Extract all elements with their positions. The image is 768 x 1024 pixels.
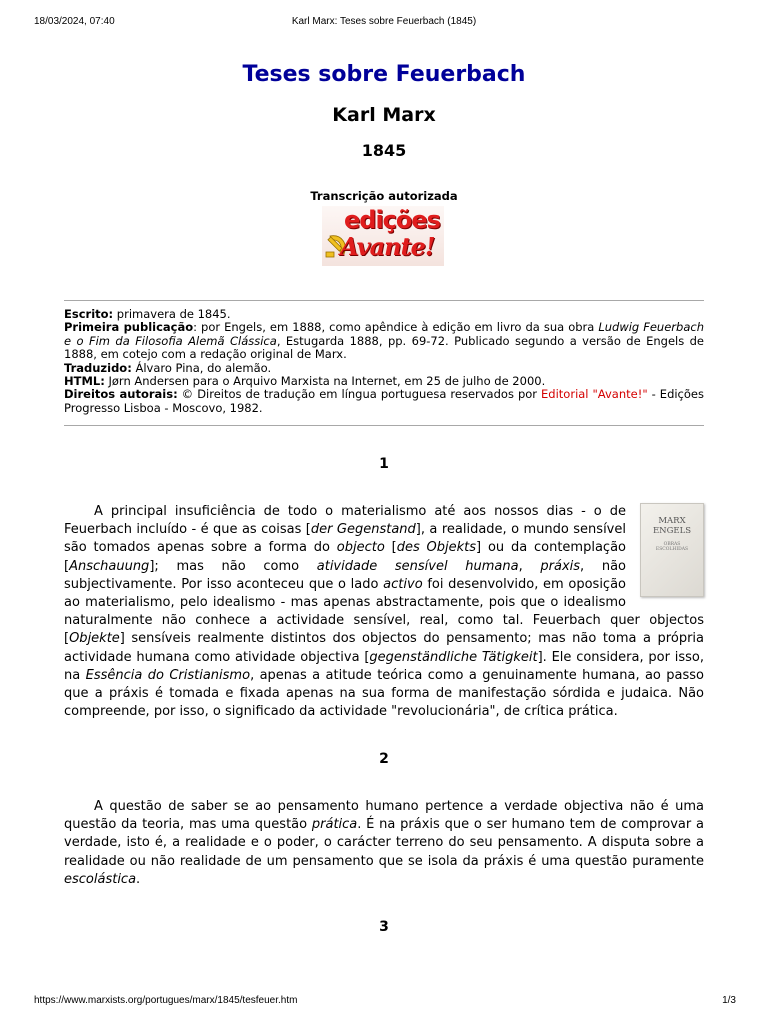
- meta-html: HTML: Jørn Andersen para o Arquivo Marxista na Internet, em 25 de julho de 2000.: [64, 374, 546, 389]
- print-url: https://www.marxists.org/portugues/marx/1845/tesfeuer.htm: [34, 995, 298, 1006]
- logo-text-avante: Avante!: [340, 232, 435, 261]
- transcription-note: Transcrição autorizada: [310, 189, 458, 203]
- meta-rights: Direitos autorais: © Direitos de tradução em língua portuguesa reservados por Editorial "Avante!" - Edições Progresso Lisboa - Moscovo, 1982.: [64, 387, 704, 415]
- meta-first-publication: Primeira publicação: por Engels, em 1888, como apêndice à edição em livro da sua obra Ludwig Feuerbach e o Fim da Filosofia Alemã Clássica, Estugarda 1888, pp. 69-72. Publicado segundo a versão de Engels de 1888, em cotejo com a redação original de Marx.: [64, 320, 705, 362]
- thesis-1-text: MARX ENGELS OBRAS ESCOLHIDAS A principal insuficiência de todo o materialismo até aos nossos dias - o de Feuerbach incluído - é que as coisas [der Gegenstand], a realidade, o mundo sensível são tomados apenas sobre a forma do objecto [des Objekts] ou da contemplação [Anschauung]; mas não como atividade sensível humana, práxis, não subjectivamente. Por isso aconteceu que o lado activo foi desenvolvido, em oposição ao materialismo, pelo idealismo - mas apenas abstractamente, pois que o idealismo naturalmente não conhece a actividade sensível, real, como tal. Feuerbach quer objectos [Objekte] sensíveis realmente distintos dos objectos do pensamento; mas não toma a própria actividade humana como atividade objectiva [gegenständliche Tätigkeit]. Ele considera, por isso, na Essência do Cristianismo, apenas a atitude teórica como a genuinamente humana, ao passo que a práxis é tomada e fixada apenas na sua forma de manifestação sórdida e judaica. Não compreende, por isso, o significado da actividade "revolucionária", de crítica prática.: [64, 504, 705, 720]
- thesis-2-number: 2: [379, 751, 389, 767]
- divider-top: [64, 300, 704, 301]
- thesis-2-text: A questão de saber se ao pensamento humano pertence a verdade objectiva não é uma questão da teoria, mas uma questão prática. É na práxis que o ser humano tem de comprovar a verdade, isto é, a realidade e o poder, o carácter terreno do seu pensamento. A disputa sobre a realidade ou não realidade de um pensamento que se isola da práxis é uma questão puramente escolástica.: [64, 799, 704, 887]
- document-title: Teses sobre Feuerbach: [242, 62, 526, 87]
- print-datetime: 18/03/2024, 07:40: [34, 16, 115, 27]
- thesis-3-number: 3: [379, 919, 389, 935]
- print-page-title: Karl Marx: Teses sobre Feuerbach (1845): [291, 16, 477, 27]
- meta-translated: Traduzido: Álvaro Pina, do alemão.: [64, 360, 272, 375]
- logo-text-edicoes: edições: [344, 206, 440, 234]
- metadata-block: [64, 308, 704, 415]
- publication-year: 1845: [361, 141, 407, 160]
- meta-written: Escrito: primavera de 1845.: [64, 307, 231, 321]
- edicoes-avante-logo[interactable]: [322, 206, 444, 266]
- author-name: Karl Marx: [332, 104, 436, 126]
- editorial-avante-link[interactable]: Editorial "Avante!": [541, 387, 648, 402]
- divider-bottom: [64, 425, 704, 426]
- thesis-1-number: 1: [379, 456, 389, 472]
- book-cover-image: MARX ENGELS OBRAS ESCOLHIDAS: [640, 503, 704, 597]
- print-page-number: 1/3: [722, 995, 736, 1006]
